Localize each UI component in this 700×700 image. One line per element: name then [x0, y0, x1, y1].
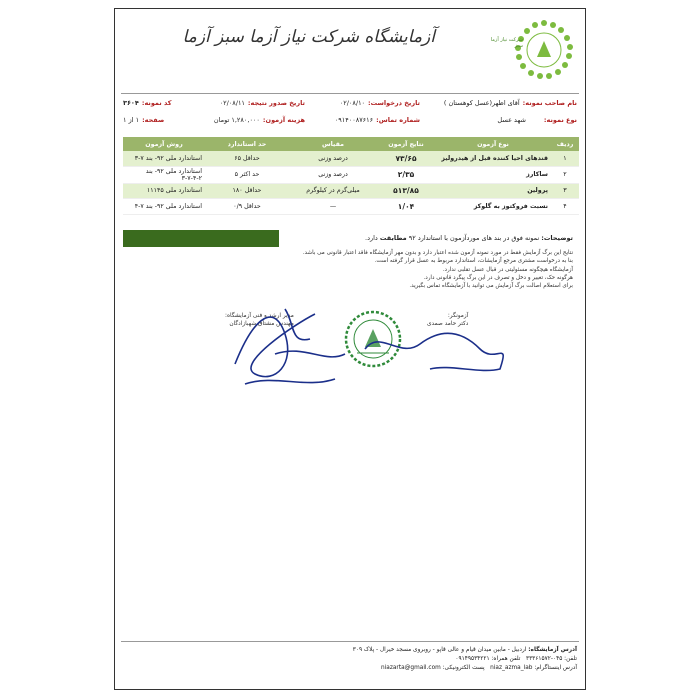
col-standard-limit: حد استاندارد	[205, 137, 289, 151]
sample-type-field	[497, 116, 577, 124]
phone-footer-label: تلفن:	[564, 656, 577, 662]
test-method: استاندارد ملی ۹۲- بند ۲-۴-۷-۳	[123, 166, 205, 183]
cost-value: ۱,۲۸۰,۰۰۰ تومان	[213, 116, 260, 124]
address-label: آدرس آزمایشگاه:	[528, 647, 577, 653]
tester-signature-block	[427, 312, 468, 328]
lab-stamp-icon	[343, 309, 403, 369]
notes-body-a: نمونه فوق در بند های موردآزمون با استاندارد ۹۲	[408, 234, 540, 242]
manager-name: مهندس مشتاق شهبازادگان	[229, 321, 294, 327]
footer	[123, 646, 577, 673]
page-number-label: صفحه:	[142, 116, 165, 124]
footer-social-row	[123, 664, 577, 673]
test-unit: درصد وزنی	[289, 166, 377, 183]
test-method: استاندارد ملی ۹۲- بند ۷-۴	[123, 199, 205, 215]
test-limit: حداقل ۰/۹	[205, 199, 289, 215]
col-unit: مقیاس	[289, 137, 377, 151]
cost-field	[214, 116, 305, 124]
report-sheet	[114, 8, 586, 690]
request-date-value: ۰۲/۰۸/۱۰	[339, 99, 366, 107]
notes-green-block	[123, 230, 279, 247]
tester-label: آزمونگر:	[447, 313, 469, 319]
page-title: آزمایشگاه شرکت نیاز آزما سبز آزما	[182, 27, 435, 47]
footer-address-row	[123, 646, 577, 655]
issue-date-value: ۰۲/۰۸/۱۱	[219, 99, 245, 107]
results-table	[123, 137, 579, 215]
footer-divider	[121, 641, 579, 642]
phone-value: ۰۹۱۴۰۰۸۷۶۱۶	[334, 116, 374, 124]
page-number-field	[123, 116, 164, 124]
manager-signature-block	[225, 312, 294, 328]
phone-field	[335, 116, 420, 124]
test-limit: حداقل ۱۸۰	[205, 183, 289, 199]
test-result: ۵۱۳/۸۵	[377, 183, 435, 199]
manager-label: مدیر ارشد و فنی آزمایشگاه:	[225, 313, 294, 319]
test-name: نسبت فروکتوز به گلوکز	[435, 199, 551, 215]
owner-field	[444, 99, 577, 107]
header-divider	[121, 93, 579, 94]
row-number: ۲	[551, 166, 579, 183]
notes-body-bold: مطابقت	[379, 234, 407, 242]
test-method: استاندارد ملی ۹۲- بند ۷-۳	[123, 151, 205, 166]
disclaimer-line: آزمایشگاه هیچگونه مسئولیتی در قبال عسل تقلبی ندارد.	[442, 266, 573, 273]
row-number: ۱	[551, 151, 579, 166]
notes-body-b: دارد.	[365, 234, 378, 242]
sample-type-value: شهد عسل	[497, 116, 526, 124]
row-number: ۴	[551, 199, 579, 215]
table-row	[123, 166, 579, 183]
request-date-label: تاریخ درخواست:	[368, 99, 420, 107]
issue-date-field	[220, 99, 305, 107]
test-unit: —	[289, 199, 377, 215]
notes-bar	[123, 230, 579, 247]
test-name: پرولین	[435, 183, 551, 199]
issue-date-label: تاریخ صدور نتیجه:	[247, 99, 305, 107]
col-test-result: نتایج آزمون	[377, 137, 435, 151]
phone-label: شماره تماس:	[376, 116, 420, 124]
notes-text	[365, 234, 573, 242]
test-name: قندهای احیا کننده قبل از هیدرولیز	[435, 151, 551, 166]
disclaimer-line: هرگونه حک، تغییر و دخل و تصرف در این برگ پیگرد قانونی دارد.	[423, 274, 573, 281]
test-result: ۱/۰۴	[377, 199, 435, 215]
tester-name: دکتر حامد صمدی	[427, 321, 469, 327]
row-number: ۳	[551, 183, 579, 199]
test-limit: حد اکثر ۵	[205, 166, 289, 183]
sample-type-label: نوع نمونه:	[543, 116, 577, 124]
page-number-value: ۱ از ۱	[123, 116, 140, 124]
disclaimer-block	[133, 249, 573, 290]
sample-code-value: ۳۶۰۴	[123, 99, 139, 107]
request-date-field	[340, 99, 420, 107]
table-row	[123, 183, 579, 199]
col-test-method: روش آزمون	[123, 137, 205, 151]
notes-label: توضیحات:	[541, 234, 573, 242]
instagram-label: آدرس اینستاگرام:	[534, 665, 577, 671]
test-name: ساکارز	[435, 166, 551, 183]
email-label: پست الکترونیکی:	[442, 665, 485, 671]
col-test-type: نوع آزمون	[435, 137, 551, 151]
table-row	[123, 199, 579, 215]
table-row	[123, 151, 579, 166]
disclaimer-line: بنا به درخواست مشتری مرجع آزمایشات، استاندارد مربوط به عسل قرار گرفته است.	[374, 258, 573, 265]
phone-footer-value: ۰۴۵-۳۳۳۶۱۵۷۲	[525, 656, 563, 662]
test-method: استاندارد ملی ۱۱۱۴۵	[123, 183, 205, 199]
instagram-value[interactable]: niaz_azma_lab	[490, 665, 533, 671]
test-unit: میلی‌گرم در کیلوگرم	[289, 183, 377, 199]
brand-small-text: شرکت نیاز آزما سبز	[490, 37, 523, 49]
test-result: ۷۳/۶۵	[377, 151, 435, 166]
address-value: اردبیل - مابین میدان قیام و عالی قاپو - روبروی مسجد خیرال - پلاک ۳۰۹	[352, 647, 527, 653]
footer-phone-row	[123, 655, 577, 664]
table-header-row	[123, 137, 579, 151]
test-unit: درصد وزنی	[289, 151, 377, 166]
col-row-number: ردیف	[551, 137, 579, 151]
owner-label: نام صاحب نمونه:	[522, 99, 577, 107]
sample-code-label: کد نمونه:	[141, 99, 172, 107]
email-value[interactable]: niazarta@gmail.com	[381, 665, 441, 671]
disclaimer-line: نتایج این برگ آزمایش فقط در مورد نمونه آزمون شده اعتبار دارد و بدون مهر آزمایشگاه فاقد اعتبار قانونی می باشد.	[302, 250, 573, 256]
test-limit: حداقل ۶۵	[205, 151, 289, 166]
sample-code-field	[123, 99, 172, 107]
disclaimer-line: برای استعلام اصالت برگ آزمایش می توانید با آزمایشگاه تماس بگیرید.	[409, 283, 573, 290]
cost-label: هزینه آزمون:	[262, 116, 305, 124]
mobile-label: تلفن همراه:	[491, 656, 521, 662]
lab-logo-icon	[513, 19, 575, 81]
owner-value: آقای اظهر(عسل کوهستان )	[443, 99, 520, 107]
test-result: ۲/۳۵	[377, 166, 435, 183]
mobile-value: ۰۹۱۴۹۵۳۴۲۲۱	[455, 656, 490, 662]
